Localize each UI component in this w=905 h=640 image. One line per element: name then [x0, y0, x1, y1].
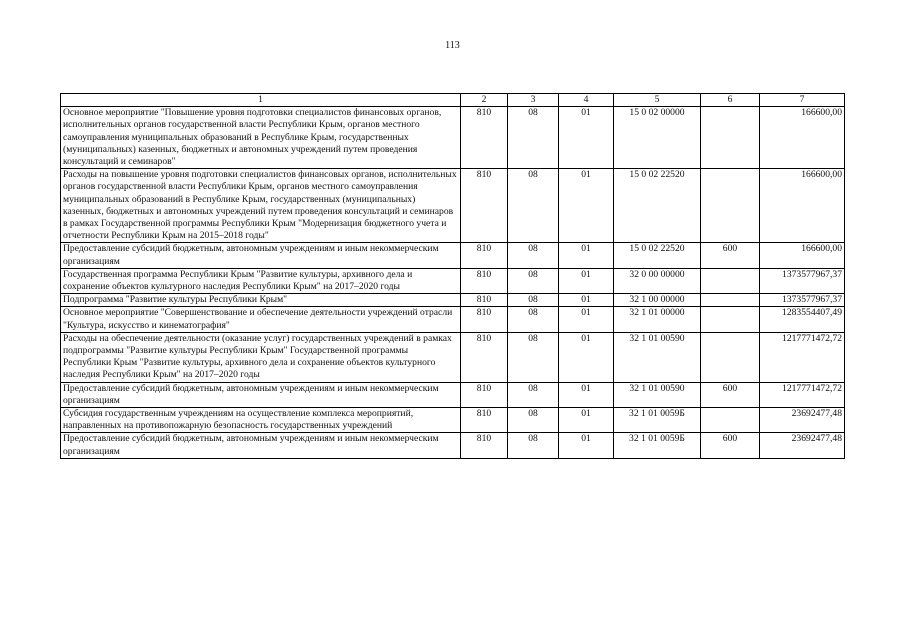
row-name: Расходы на повышение уровня подготовки специалистов финансовых органов, исполнительных органов государственной власти Республики Крым, органов местного самоуправления муниципальных образований в Республике Крым, государственных (муниципальных) казенных, бюджетных и автономных учреждений путем проведения консультаций и семинаров в рамках Государственной программы Республики Крым "Модернизация бюджетного учета и отчетности Республики Крым на 2015–2018 годы": [61, 169, 461, 243]
header-cell: 4: [559, 94, 614, 107]
row-code-4: 01: [559, 332, 614, 382]
row-code-5: 32 1 01 0059Б: [614, 433, 701, 458]
header-cell: 3: [508, 94, 559, 107]
row-name: Подпрограмма "Развитие культуры Республики Крым": [61, 294, 461, 307]
row-code-5: 32 1 01 00000: [614, 307, 701, 332]
row-code-2: 810: [461, 433, 508, 458]
row-code-3: 08: [508, 332, 559, 382]
row-amount: 1217771472,72: [760, 332, 845, 382]
row-amount: 1217771472,72: [760, 382, 845, 407]
row-amount: 1373577967,37: [760, 268, 845, 293]
table-row: [61, 433, 845, 458]
row-code-6: [701, 408, 760, 433]
row-code-5: 15 0 02 22520: [614, 243, 701, 268]
row-code-2: 810: [461, 408, 508, 433]
row-code-6: [701, 169, 760, 243]
table-row: [61, 243, 845, 268]
row-code-3: 08: [508, 268, 559, 293]
row-code-6: [701, 268, 760, 293]
row-name: Основное мероприятие "Повышение уровня подготовки специалистов финансовых органов, исполнительных органов государственной власти Республики Крым, органов местного самоуправления муниципальных образований в Республике Крым, государственных (муниципальных) казенных, бюджетных и автономных учреждений путем проведения консультаций и семинаров": [61, 107, 461, 169]
table-row: [61, 307, 845, 332]
row-code-6: [701, 307, 760, 332]
row-code-4: 01: [559, 169, 614, 243]
row-name: Основное мероприятие "Совершенствование и обеспечение деятельности учреждений отрасли "Культура, искусство и кинематография": [61, 307, 461, 332]
page-number: 113: [445, 40, 460, 51]
row-code-4: 01: [559, 243, 614, 268]
row-code-4: 01: [559, 268, 614, 293]
row-code-6: 600: [701, 243, 760, 268]
row-code-2: 810: [461, 243, 508, 268]
row-code-3: 08: [508, 433, 559, 458]
table-row: [61, 169, 845, 243]
row-code-4: 01: [559, 294, 614, 307]
row-code-4: 01: [559, 408, 614, 433]
table-row: [61, 268, 845, 293]
row-amount: 23692477,48: [760, 433, 845, 458]
row-code-6: [701, 332, 760, 382]
row-amount: 23692477,48: [760, 408, 845, 433]
row-name: Субсидия государственным учреждениям на осуществление комплекса мероприятий, направленных на противопожарную безопасность государственных учреждений: [61, 408, 461, 433]
row-code-5: 15 0 02 00000: [614, 107, 701, 169]
row-name: Расходы на обеспечение деятельности (оказание услуг) государственных учреждений в рамках подпрограммы "Развитие культуры Республики Крым" Государственной программы Республики Крым "Развитие культуры, архивного дела и сохранение объектов культурного наследия Республики Крым" на 2017–2020 годы: [61, 332, 461, 382]
table-row: [61, 408, 845, 433]
row-amount: 166600,00: [760, 107, 845, 169]
row-amount: 166600,00: [760, 169, 845, 243]
row-code-6: [701, 294, 760, 307]
row-code-3: 08: [508, 382, 559, 407]
table-row: [61, 332, 845, 382]
row-code-4: 01: [559, 433, 614, 458]
row-code-5: 32 1 00 00000: [614, 294, 701, 307]
row-code-2: 810: [461, 294, 508, 307]
row-code-5: 32 1 01 00590: [614, 332, 701, 382]
row-code-2: 810: [461, 169, 508, 243]
row-code-3: 08: [508, 307, 559, 332]
row-amount: 1373577967,37: [760, 294, 845, 307]
row-code-5: 32 1 01 0059Б: [614, 408, 701, 433]
row-code-6: 600: [701, 433, 760, 458]
row-code-2: 810: [461, 268, 508, 293]
header-cell: 1: [61, 94, 461, 107]
row-amount: 1283554407,49: [760, 307, 845, 332]
row-code-3: 08: [508, 408, 559, 433]
row-code-2: 810: [461, 382, 508, 407]
row-code-2: 810: [461, 307, 508, 332]
row-name: Предоставление субсидий бюджетным, автономным учреждениям и иным некоммерческим организациям: [61, 382, 461, 407]
row-amount: 166600,00: [760, 243, 845, 268]
row-code-2: 810: [461, 332, 508, 382]
header-cell: 2: [461, 94, 508, 107]
header-cell: 7: [760, 94, 845, 107]
row-name: Предоставление субсидий бюджетным, автономным учреждениям и иным некоммерческим организациям: [61, 243, 461, 268]
budget-table: [60, 93, 845, 459]
row-code-5: 15 0 02 22520: [614, 169, 701, 243]
row-code-4: 01: [559, 382, 614, 407]
header-cell: 6: [701, 94, 760, 107]
row-code-3: 08: [508, 169, 559, 243]
table-row: [61, 294, 845, 307]
row-code-3: 08: [508, 107, 559, 169]
row-code-5: 32 1 01 00590: [614, 382, 701, 407]
row-code-6: [701, 107, 760, 169]
row-code-6: 600: [701, 382, 760, 407]
row-name: Предоставление субсидий бюджетным, автономным учреждениям и иным некоммерческим организациям: [61, 433, 461, 458]
row-code-3: 08: [508, 243, 559, 268]
header-cell: 5: [614, 94, 701, 107]
row-code-5: 32 0 00 00000: [614, 268, 701, 293]
row-code-4: 01: [559, 107, 614, 169]
row-code-2: 810: [461, 107, 508, 169]
row-code-3: 08: [508, 294, 559, 307]
table-row: [61, 107, 845, 169]
row-name: Государственная программа Республики Крым "Развитие культуры, архивного дела и сохранение объектов культурного наследия Республики Крым" на 2017–2020 годы: [61, 268, 461, 293]
table-row: [61, 382, 845, 407]
row-code-4: 01: [559, 307, 614, 332]
header-row: [61, 94, 845, 107]
